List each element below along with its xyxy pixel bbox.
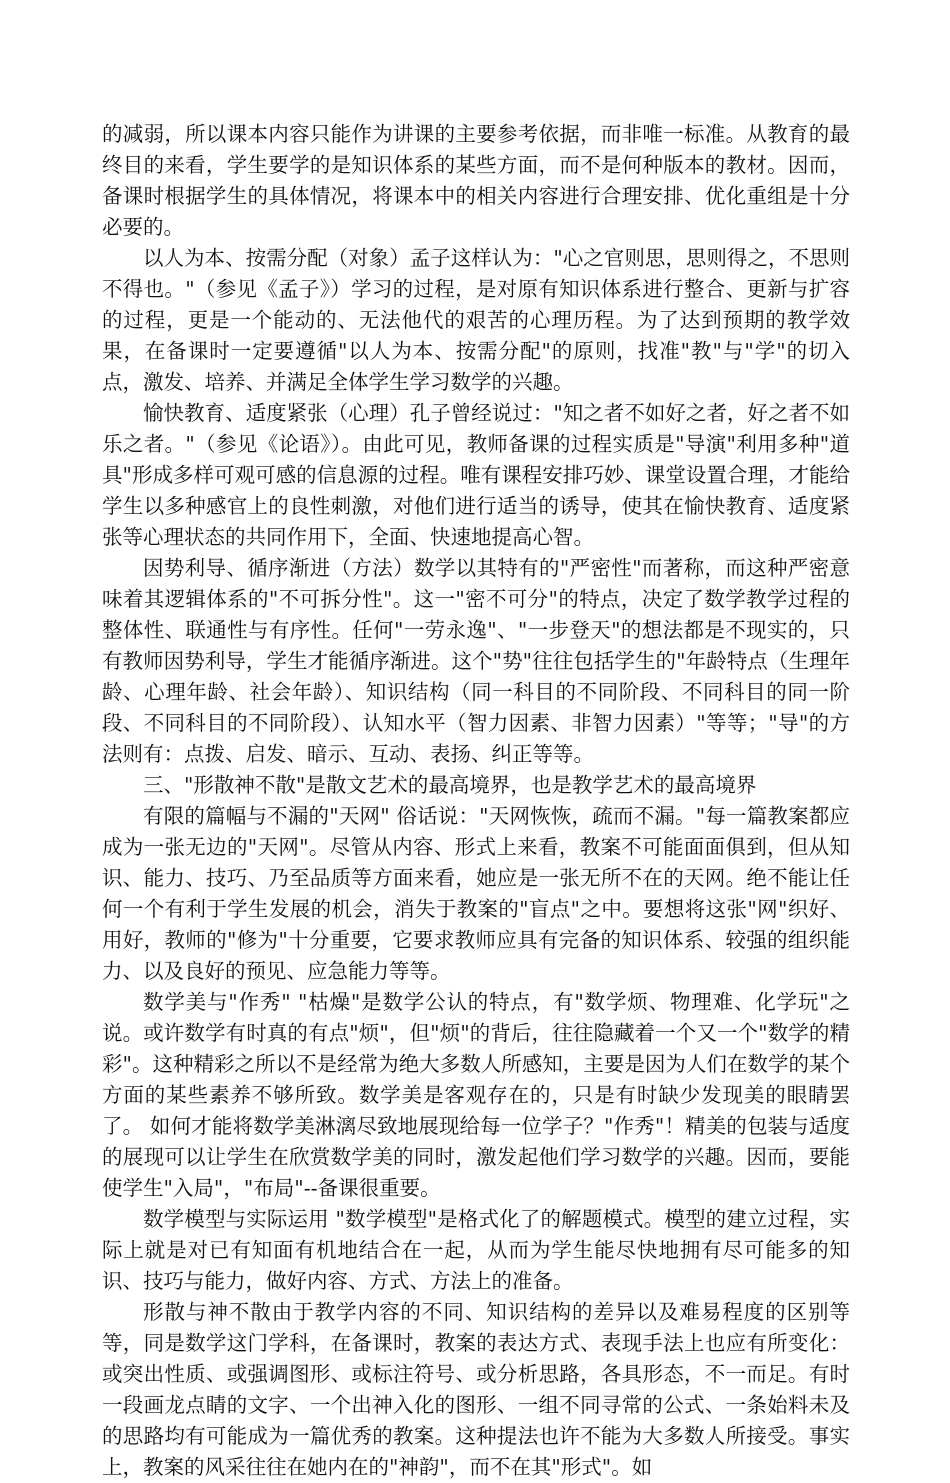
paragraph-4: 因势利导、循序渐进（方法）数学以其特有的"严密性"而著称，而这种严密意味着其逻辑体系的"不可拆分性"。这一"密不可分"的特点，决定了数学教学过程的整体性、联通性与有序性。任何"一劳永逸"、"一步登天"的想法都是不现实的，只有教师因势利导，学生才能循序渐进。这个"势"往往包括学生的"年龄特点（生理年龄、心理年龄、社会年龄）、知识结构（同一科目的不同阶段、不同科目的同一阶段、不同科目的不同阶段）、认知水平（智力因素、非智力因素）"等等；"导"的方法则有：点拨、启发、暗示、互动、表扬、纠正等等。 bbox=[102, 556, 850, 766]
paragraph-8: 形散与神不散由于教学内容的不同、知识结构的差异以及难易程度的区别等等，同是数学这门学科，在备课时，教案的表达方式、表现手法上也应有所变化：或突出性质、或强调图形、或标注符号、或分析思路，各具形态，不一而足。有时一段画龙点睛的文字、一个出神入化的图形、一组不同寻常的公式、一条始料未及的思路均有可能成为一篇优秀的教案。这种提法也许不能为大多数人所接受。事实上，教案的风采往往在她内在的"神韵"，而不在其"形式"。如 bbox=[102, 1300, 850, 1479]
document-body bbox=[102, 119, 850, 1483]
paragraph-1: 的减弱，所以课本内容只能作为讲课的主要参考依据，而非唯一标准。从教育的最终目的来看，学生要学的是知识体系的某些方面，而不是何种版本的教材。因而，备课时根据学生的具体情况，将课本中的相关内容进行合理安排、优化重组是十分必要的。 bbox=[102, 122, 850, 239]
paragraph-5: 有限的篇幅与不漏的"天网" 俗话说："天网恢恢，疏而不漏。"每一篇教案都应成为一张无边的"天网"。尽管从内容、形式上来看，教案不可能面面俱到，但从知识、能力、技巧、乃至品质等方面来看，她应是一张无所不在的天网。绝不能让任何一个有利于学生发展的机会，消失于教案的"盲点"之中。要想将这张"网"织好、用好，教师的"修为"十分重要，它要求教师应具有完备的知识体系、较强的组织能力、以及良好的预见、应急能力等等。 bbox=[102, 804, 850, 983]
section-heading-3: 三、"形散神不散"是散文艺术的最高境界，也是教学艺术的最高境界 bbox=[143, 773, 757, 797]
paragraph-3: 愉快教育、适度紧张（心理）孔子曾经说过："知之者不如好之者，好之者不如乐之者。"（参见《论语》）。由此可见，教师备课的过程实质是"导演"利用多种"道具"形成多样可观可感的信息源的过程。唯有课程安排巧妙、课堂设置合理，才能给学生以多种感官上的良性刺激，对他们进行适当的诱导，使其在愉快教育、适度紧张等心理状态的共同作用下，全面、快速地提高心智。 bbox=[102, 401, 850, 549]
paragraph-7: 数学模型与实际运用 "数学模型"是格式化了的解题模式。模型的建立过程，实际上就是对已有知面有机地结合在一起，从而为学生能尽快地拥有尽可能多的知识、技巧与能力，做好内容、方式、方法上的准备。 bbox=[102, 1207, 850, 1293]
paragraph-2: 以人为本、按需分配（对象）孟子这样认为："心之官则思，思则得之，不思则不得也。"（参见《孟子》）学习的过程，是对原有知识体系进行整合、更新与扩容的过程，更是一个能动的、无法他代的艰苦的心理历程。为了达到预期的教学效果，在备课时一定要遵循"以人为本、按需分配"的原则，找准"教"与"学"的切入点，激发、培养、并满足全体学生学习数学的兴趣。 bbox=[102, 246, 850, 394]
paragraph-6: 数学美与"作秀" "枯燥"是数学公认的特点，有"数学烦、物理难、化学玩"之说。或许数学有时真的有点"烦"，但"烦"的背后，往往隐藏着一个又一个"数学的精彩"。这种精彩之所以不是经常为绝大多数人所感知，主要是因为人们在数学的某个方面的某些素养不够所致。数学美是客观存在的，只是有时缺少发现美的眼睛罢了。 如何才能将数学美淋漓尽致地展现给每一位学子？"作秀"！精美的包装与适度的展现可以让学生在欣赏数学美的同时，激发起他们学习数学的兴趣。因而，要能使学生"入局"，"布局"--备课很重要。 bbox=[102, 990, 850, 1200]
